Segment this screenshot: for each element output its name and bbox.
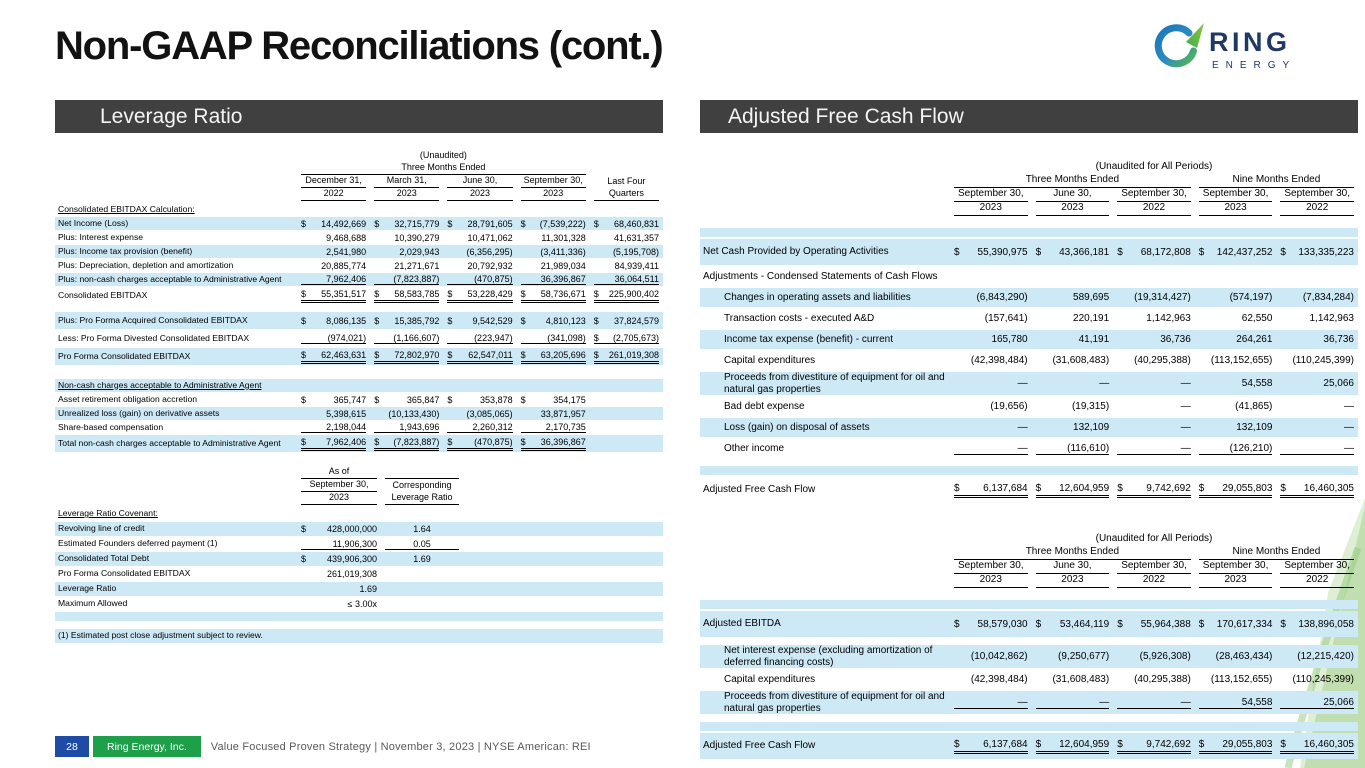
table-cell: $ (7,539,222) [520,218,586,229]
header-unaudited: (Unaudited for All Periods) [1095,161,1213,172]
table-cell: $ 365,847 [374,394,440,405]
col-header: September 30, [954,188,1028,202]
table-cell: 11,301,328 [541,232,586,243]
table-cell: $ 68,172,808 [1117,246,1191,258]
table-row [55,379,663,392]
table-cell: (19,656) [990,401,1028,412]
table-cell: (110,245,399) [1292,674,1354,685]
col-header: 2023 [374,188,439,201]
table-cell: 25,066 [1276,697,1358,709]
table-cell: $ 62,463,631 [297,350,370,364]
col-header: 2023 [954,202,1028,216]
row-label: Adjusted EBITDA [703,618,781,630]
table-cell: $ 29,055,803 [1195,483,1277,498]
table-row [700,288,1358,307]
table-cell: $ 9,742,692 [1113,739,1195,754]
row-label: Plus: Interest expense [58,231,144,242]
ring-energy-logo [1149,20,1321,81]
table-cell: $ 8,086,135 [301,315,367,326]
table-cell: 0.05 [381,539,463,550]
row-label: Consolidated EBITDAX [58,289,148,300]
col-header: Corresponding [392,480,452,491]
col-header: Last Four [607,176,646,187]
table-cell: 165,780 [991,334,1028,345]
table-cell: 2,541,980 [326,246,367,257]
table-row [700,372,1358,395]
table-cell: $ 133,335,223 [1280,246,1354,258]
table-cell: (341,098) [517,333,590,344]
table-cell: $ 32,715,779 [374,218,440,229]
table-cell: (31,608,483) [1052,355,1110,366]
table-cell: (28,463,434) [1215,651,1273,662]
table-body [55,507,663,643]
row-label: Net interest expense (excluding amortization of deferred financing costs) [724,645,933,668]
leverage-covenant-table [55,466,663,643]
col-header: Leverage Ratio [385,492,459,505]
table-cell: (19,315) [1071,401,1110,412]
table-cell: 2,029,943 [399,246,440,257]
table-cell: $ 261,019,308 [590,350,663,364]
row-label: Plus: Depreciation, depletion and amortization [58,259,234,270]
table-cell: $ 9,542,529 [447,315,513,326]
table-row [55,507,663,521]
table-cell: — [950,443,1032,455]
header-span-three: Three Months Ended [954,174,1191,188]
table-cell: (113,152,655) [1210,355,1273,366]
header-unaudited: (Unaudited) [419,150,467,161]
table-cell: 36,064,511 [590,274,663,285]
table-cell: $ 58,583,785 [370,289,443,303]
footer-tagline: Value Focused Proven Strategy | November 3, 2023 | NYSE American: REI [210,740,591,753]
col-header: March 31, [374,175,439,188]
table-cell: (7,834,284) [1302,292,1354,303]
row-label: (1) Estimated post close adjustment subject to review. [58,630,263,641]
table-header [700,533,1358,588]
row-label: Net Cash Provided by Operating Activities [703,246,889,258]
table-cell: — [1343,422,1354,433]
table-row [700,691,1358,714]
table-cell: 1.64 [413,524,431,534]
table-cell: (6,843,290) [976,292,1028,303]
table-cell: (110,245,399) [1292,355,1354,366]
table-cell: (12,215,420) [1297,651,1354,662]
table-row [55,393,663,406]
table-cell: (157,641) [984,313,1028,324]
row-label: Unrealized loss (gain) on derivative assets [58,407,220,418]
table-cell: $ 62,547,011 [443,350,516,364]
section-header-leverage-ratio: Leverage Ratio [55,100,663,133]
col-header: September 30, [1117,560,1191,574]
table-cell: 84,939,411 [614,260,659,271]
table-cell: $ 142,437,252 [1198,246,1273,258]
row-label: Other income [724,442,785,454]
row-label: Plus: non-cash charges acceptable to Administrative Agent [58,273,282,284]
table-row [700,439,1358,458]
table-row [700,330,1358,349]
table-row [55,330,663,347]
table-cell: 36,396,867 [517,274,590,285]
table-cell: $ 428,000,000 [301,524,377,534]
table-row [700,309,1358,328]
table-cell: (574,197) [1229,292,1273,303]
table-cell: (6,356,295) [466,246,513,257]
table-cell: 261,019,308 [326,569,377,579]
leverage-ratio-panel [55,100,663,644]
table-cell: 21,271,671 [394,260,440,271]
table-row [55,348,663,365]
table-cell: (40,295,388) [1134,355,1191,366]
col-header: September 30, [954,560,1028,574]
table-row [55,287,663,304]
noncash-charges-table [55,379,663,452]
table-cell: 20,885,774 [321,260,367,271]
table-cell: $ 7,962,406 [297,437,370,451]
table-cell: 33,871,957 [540,408,586,419]
row-label: Leverage Ratio Covenant: [58,508,158,519]
logo-subtext: ENERGY [1212,60,1297,71]
ebitda-fcf-table [700,533,1358,759]
table-cell: — [1113,443,1195,455]
slide-footer [55,736,591,757]
col-header: 2022 [1280,202,1354,216]
row-label: Revolving line of credit [58,523,145,534]
col-header: 2023 [1036,574,1110,588]
table-cell: 2,170,735 [517,422,590,433]
col-header: 2022 [1280,574,1354,588]
table-cell: $ 6,137,684 [950,483,1032,498]
row-label: Share-based compensation [58,421,164,432]
row-label: Adjusted Free Cash Flow [703,740,816,752]
table-cell: 1.69 [413,554,431,564]
table-row [700,397,1358,416]
table-cell: $ 15,385,792 [374,315,440,326]
table-cell: (3,085,065) [466,408,513,419]
table-row [700,477,1358,503]
col-header: September 30, [1280,188,1354,202]
table-row [700,466,1358,475]
page-number: 28 [55,736,89,757]
col-header: September 30, [1199,560,1273,574]
col-header: June 30, [1036,188,1110,202]
table-cell: — [1099,378,1110,389]
row-label: Consolidated Total Debt [58,553,150,564]
table-cell: $ 353,878 [447,394,513,405]
row-label: Plus: Pro Forma Acquired Consolidated EBITDAX [58,314,248,325]
row-label: Pro Forma Consolidated EBITDAX [58,568,191,579]
table-row [55,407,663,420]
table-cell: $ 37,824,579 [593,315,659,326]
row-label: Capital expenditures [724,673,816,685]
table-row [700,600,1358,609]
table-cell: 220,191 [1073,313,1110,324]
table-cell: $ 72,802,970 [370,350,443,364]
table-cell: (470,875) [443,274,516,285]
table-row [55,259,663,272]
table-cell: — [1343,401,1354,412]
page-title: Non-GAAP Reconciliations (cont.) [55,24,663,68]
table-row [55,435,663,452]
table-body [700,600,1358,759]
table-cell: $ (7,823,887) [370,437,443,451]
fcf-table [700,161,1358,503]
row-label: Plus: Income tax provision (benefit) [58,245,193,256]
row-label: Estimated Founders deferred payment (1) [58,538,218,549]
col-header: September 30, [1280,560,1354,574]
table-cell: $ 43,366,181 [1035,246,1110,258]
col-header: September 30, [1117,188,1191,202]
table-cell: (9,250,677) [1058,651,1110,662]
table-cell: 10,471,062 [467,232,513,243]
col-header: 2023 [447,188,512,201]
table-cell: 1,943,696 [370,422,443,433]
table-cell: (116,610) [1032,443,1114,455]
row-label: Adjusted Free Cash Flow [703,484,816,496]
row-label: Proceeds from divestiture of equipment for oil and natural gas properties [724,372,945,395]
table-row [55,203,663,216]
row-label: Changes in operating assets and liabilities [724,291,911,303]
table-row [700,611,1358,637]
row-label: Proceeds from divestiture of equipment for oil and natural gas properties [724,691,945,714]
table-header [55,149,663,201]
table-cell: 10,390,279 [394,232,440,243]
table-cell: 54,558 [1241,378,1273,389]
table-cell: — [1113,697,1195,709]
table-cell: 1,142,963 [1146,313,1191,324]
table-cell: 41,191 [1078,334,1110,345]
table-cell: — [1180,422,1191,433]
table-cell: $ 365,747 [301,394,367,405]
row-label: Non-cash charges acceptable to Administrative Agent [58,379,262,390]
table-row [700,267,1358,286]
table-cell: $ 55,964,388 [1117,618,1191,630]
table-cell: $ 16,460,305 [1276,739,1358,754]
row-label: Less: Pro Forma Divested Consolidated EBITDAX [58,332,250,343]
table-row [700,418,1358,437]
table-cell: (31,608,483) [1052,674,1110,685]
row-label: Adjustments - Condensed Statements of Cash Flows [703,270,938,282]
table-cell: $ 53,228,429 [443,289,516,303]
table-cell: $ (2,705,673) [593,333,659,343]
table-row [55,597,663,611]
table-cell: 54,558 [1195,697,1277,709]
table-cell: 41,631,357 [613,232,659,243]
table-row [700,722,1358,731]
col-header: September 30, [1199,188,1273,202]
table-row [55,312,663,329]
table-cell: — [1017,378,1028,389]
header-span-three: Three Months Ended [954,546,1191,560]
table-cell: $ 170,617,334 [1198,618,1273,630]
table-row [700,670,1358,689]
table-row [55,582,663,596]
table-cell: $ 68,460,831 [593,218,659,229]
row-label: Total non-cash charges acceptable to Administrative Agent [58,437,281,448]
company-badge: Ring Energy, Inc. [93,736,201,757]
ring-swoosh-icon [1149,20,1321,76]
table-cell: $ 6,137,684 [950,739,1032,754]
table-header [700,161,1358,216]
table-cell: $ 12,604,959 [1032,483,1114,498]
table-row [55,231,663,244]
header-unaudited: (Unaudited for All Periods) [1095,533,1213,544]
row-label: Pro Forma Consolidated EBITDAX [58,350,191,361]
table-cell: — [1276,443,1358,455]
col-header: 2022 [301,188,366,201]
table-cell: 36,736 [1323,334,1354,345]
table-row [55,629,663,643]
header-span-nine: Nine Months Ended [1199,546,1354,560]
table-cell: 589,695 [1073,292,1110,303]
col-header: 2023 [1036,202,1110,216]
table-cell: $ 55,351,517 [297,289,370,303]
table-cell: — [1180,378,1191,389]
table-cell: 1,142,963 [1309,313,1354,324]
table-row [700,645,1358,668]
table-cell: $ 28,791,605 [447,218,513,229]
table-cell: 11,906,300 [297,539,381,550]
table-cell: $ 4,810,123 [520,315,586,326]
row-label: Loss (gain) on disposal of assets [724,421,870,433]
table-cell: 2,198,044 [297,422,370,433]
table-cell: (19,314,427) [1134,292,1191,303]
table-cell: $ 29,055,803 [1195,739,1277,754]
table-row [55,421,663,434]
table-cell: — [1017,422,1028,433]
table-cell: 21,989,034 [540,260,586,271]
table-cell: 132,109 [1073,422,1110,433]
logo-text: RING [1209,27,1291,57]
row-label: Asset retirement obligation accretion [58,393,198,404]
table-header [55,466,663,505]
col-header: December 31, [301,175,366,188]
table-cell: 5,398,615 [326,408,367,419]
table-cell: (223,947) [443,333,516,344]
table-cell: 264,261 [1236,334,1273,345]
col-header: September 30, [301,479,377,492]
table-cell: (1,166,607) [370,333,443,344]
table-cell: $ 14,492,669 [301,218,367,229]
table-cell: (5,195,708) [612,246,659,257]
table-row [700,351,1358,370]
table-row [55,537,663,551]
table-cell: (42,398,484) [970,674,1028,685]
row-label: Income tax expense (benefit) - current [724,333,893,345]
table-cell: 2,260,312 [443,422,516,433]
header-span-nine: Nine Months Ended [1199,174,1354,188]
table-cell: (974,021) [297,333,370,344]
table-cell: (10,042,862) [970,651,1028,662]
table-cell: ≤ 3.00x [347,599,377,609]
col-header: 2023 [301,492,377,505]
col-header: September 30, [521,175,586,188]
table-cell: (5,926,308) [1139,651,1191,662]
row-label: Transaction costs - executed A&D [724,312,875,324]
table-row [55,245,663,258]
table-row [55,273,663,286]
row-label: Maximum Allowed [58,598,128,609]
table-cell: (40,295,388) [1134,674,1191,685]
table-cell: $ (470,875) [443,437,516,451]
table-cell: 36,736 [1160,334,1191,345]
table-cell: $ 16,460,305 [1276,483,1358,498]
table-row [55,522,663,536]
table-cell: $ 439,906,300 [301,554,377,564]
table-cell: (3,411,336) [540,246,586,257]
col-header: Quarters [594,188,659,201]
table-cell: $ 9,742,692 [1113,483,1195,498]
table-cell: (41,865) [1235,401,1273,412]
table-cell: — [1180,401,1191,412]
table-cell: (126,210) [1195,443,1277,455]
table-cell: 9,468,688 [326,232,367,243]
table-row [700,239,1358,265]
table-row [55,612,663,621]
table-cell: $ 58,579,030 [954,618,1028,630]
table-cell: $ 55,390,975 [954,246,1028,258]
table-cell: $ 53,464,119 [1035,618,1110,630]
table-cell: — [950,697,1032,709]
table-cell: $ 63,205,696 [517,350,590,364]
table-row [55,567,663,581]
col-header: 2022 [1117,574,1191,588]
col-header: June 30, [447,175,512,188]
table-cell: 25,066 [1323,378,1354,389]
table-cell: — [1032,697,1114,709]
section-header-adjusted-fcf: Adjusted Free Cash Flow [700,100,1358,133]
table-body [55,379,663,452]
table-cell: 132,109 [1236,422,1273,433]
table-cell: (42,398,484) [970,355,1028,366]
adjusted-fcf-panel [700,100,1358,761]
row-label: Bad debt expense [724,400,805,412]
row-label: Capital expenditures [724,354,816,366]
table-row [55,217,663,230]
table-cell: (7,823,887) [370,274,443,285]
table-cell: 1.69 [359,584,377,594]
row-label: Net Income (Loss) [58,217,129,228]
col-header: 2022 [1117,202,1191,216]
table-cell: $ 12,604,959 [1032,739,1114,754]
table-cell: $ 138,896,058 [1280,618,1354,630]
table-cell: $ 36,396,867 [517,437,590,451]
col-header: 2023 [1199,574,1273,588]
row-label: Consolidated EBITDAX Calculation: [58,203,195,214]
table-cell: (113,152,655) [1210,674,1273,685]
table-cell: 62,550 [1241,313,1273,324]
table-body [700,228,1358,503]
col-header: June 30, [1036,560,1110,574]
ebitdax-table [55,149,663,365]
table-row [700,228,1358,237]
table-row [700,733,1358,759]
table-cell: 20,792,932 [467,260,513,271]
table-cell: $ 58,736,671 [517,289,590,303]
row-label: Leverage Ratio [58,583,117,594]
table-cell: (10,133,430) [388,408,440,419]
col-header: 2023 [954,574,1028,588]
table-body [55,203,663,365]
col-header: 2023 [521,188,586,201]
header-asof: As of [301,466,377,479]
table-cell: $ 225,900,402 [590,289,663,303]
table-cell: 7,962,406 [297,274,370,285]
table-row [55,552,663,566]
table-cell: $ 354,175 [520,394,586,405]
header-span: Three Months Ended [301,162,586,175]
col-header: 2023 [1199,202,1273,216]
